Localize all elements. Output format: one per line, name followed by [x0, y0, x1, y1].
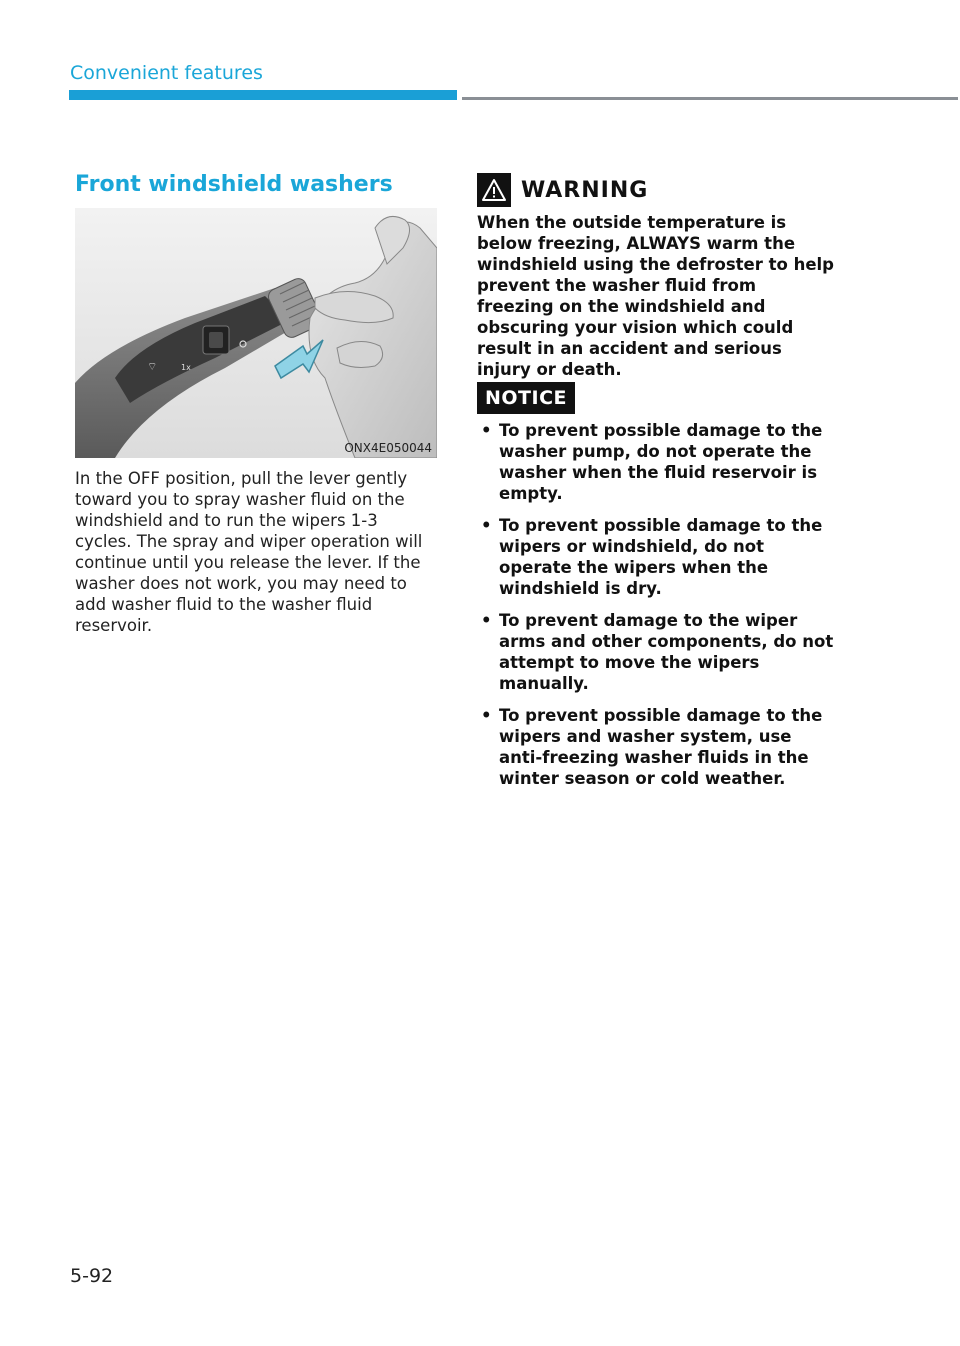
- warning-header: [477, 173, 648, 207]
- page-number: 5-92: [70, 1265, 114, 1287]
- svg-text:⌔: ⌔: [147, 360, 158, 373]
- list-item: • To prevent damage to the wiper arms and other components, do not attempt to move the wipers manually.: [481, 611, 834, 693]
- warning-text: When the outside temperature is below freezing, ALWAYS warm the windshield using the defroster to help prevent the washer fluid from freezing on the windshield and obscuring your vision which could result in an accident and serious injury or death.: [477, 213, 834, 379]
- section-heading: Front windshield washers: [75, 172, 393, 197]
- list-item: • To prevent possible damage to the washer pump, do not operate the washer when the fluid reservoir is empty.: [481, 421, 823, 503]
- warning-title: WARNING: [521, 177, 649, 203]
- header-rule: [462, 97, 958, 100]
- notice-list: [477, 420, 837, 800]
- list-item: • To prevent possible damage to the wipers and washer system, use anti-freezing washer fluids in the winter season or cold weather.: [481, 706, 823, 788]
- notice-badge: NOTICE: [477, 382, 575, 414]
- washer-instructions: In the OFF position, pull the lever gently toward you to spray washer fluid on the windshield and to run the wipers 1-3 cycles. The spray and wiper operation will continue until you release the lever. If the washer does not work, you may need to add washer fluid to the washer fluid reservoir.: [75, 469, 423, 635]
- header-rule-accent: [69, 90, 457, 100]
- svg-text:1x: 1x: [181, 363, 191, 372]
- list-item: • To prevent possible damage to the wipers or windshield, do not operate the wipers when the windshield is dry.: [481, 516, 823, 598]
- section-title: Convenient features: [70, 62, 263, 84]
- figure-code: ONX4E050044: [344, 441, 432, 455]
- wiper-lever-illustration: [75, 208, 437, 458]
- warning-triangle-icon: [477, 173, 511, 207]
